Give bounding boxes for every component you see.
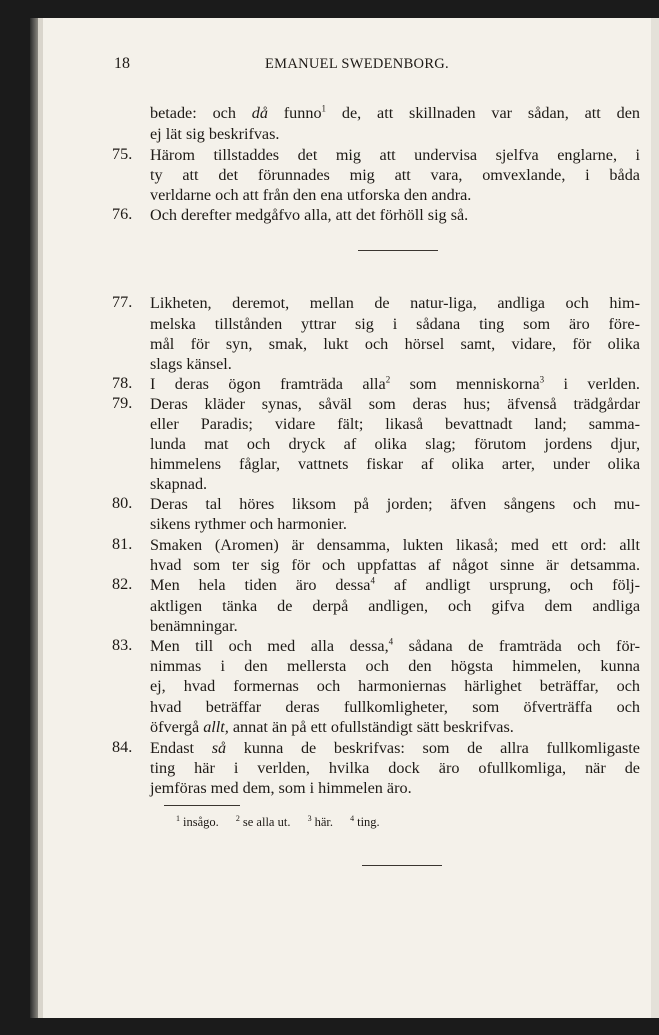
text-line: Deras tal höres liksom på jorden; äfven sångens och mu- [150, 495, 640, 513]
footnote-divider [164, 805, 240, 806]
text-line: Endast så kunna de beskrifvas: som de allra fullkomligaste [150, 739, 640, 757]
paragraph-number: 82. [112, 575, 133, 593]
text-line: ej lät sig beskrifvas. [150, 125, 280, 143]
text-line: Deras kläder synas, såväl som deras hus; äfvenså trädgårdar [150, 395, 640, 413]
footnotes [176, 815, 394, 830]
paragraph-number: 76. [112, 205, 133, 223]
text-line: Men till och med alla dessa,$^4$ sådana de framträda och för- [150, 636, 640, 655]
text-line: slags känsel. [150, 355, 232, 373]
text-line: hvad beträffar deras fullkomligheter, som öfverträffa och [150, 698, 640, 716]
running-title: EMANUEL SWEDENBORG. [265, 56, 449, 72]
text-line: skapnad. [150, 475, 208, 493]
text-line: Likheten, deremot, mellan de natur-liga, andliga och him- [150, 294, 640, 312]
footnote: $^2$ se alla ut. [235, 813, 291, 829]
text-line: benämningar. [150, 617, 238, 635]
text-line: sikens rythmer och harmonier. [150, 515, 347, 533]
footnote: $^4$ ting. [350, 813, 380, 829]
book-gutter [30, 18, 38, 1018]
text-line: Men hela tiden äro dessa$^4$ af andligt ursprung, och följ- [150, 575, 640, 594]
text-line: ting här i verlden, hvilka dock äro ofullkomliga, när de [150, 759, 640, 777]
text-line: eller Paradis; vidare fält; likaså bevattnadt land; samma- [150, 415, 640, 433]
text-line: himmelens fåglar, vattnets fiskar af olika arter, under olika [150, 455, 640, 473]
text-line: aktligen tänka de derpå andligen, och gifva dem andliga [150, 597, 640, 615]
text-line: ej, hvad formernas och harmoniernas härlighet beträffar, och [150, 677, 640, 695]
paragraph-number: 84. [112, 738, 133, 756]
page-edge [651, 18, 659, 1018]
text-line: nimmas i den mellersta och den högsta himmelen, kunna [150, 657, 640, 675]
text-line: ty att det förunnades mig att vara, omvexlande, i båda [150, 166, 640, 184]
text-line: öfvergå allt, annat än på ett ofullständigt sätt beskrifvas. [150, 718, 514, 736]
text-line: jemföras med dem, som i himmelen äro. [150, 779, 412, 797]
section-divider [358, 250, 438, 251]
text-line: melska tillstånden yttrar sig i sådana ting som äro före- [150, 315, 640, 333]
text-line: hvad som ter sig för och uppfattas af något sinne är detsamma. [150, 556, 640, 574]
paragraph-number: 75. [112, 145, 133, 163]
paragraph-number: 80. [112, 494, 133, 512]
footnote: $^1$ insågo. [176, 813, 219, 829]
page-number: 18 [114, 55, 130, 72]
end-divider [362, 865, 442, 866]
paragraph-number: 79. [112, 394, 133, 412]
text-line: mål för syn, smak, lukt och hörsel samt, vidare, för olika [150, 335, 640, 353]
footnote: $^3$ här. [307, 813, 333, 829]
text-line: betade: och då funno$^1$ de, att skillnaden var sådan, att den [150, 103, 640, 122]
text-line: Smaken (Aromen) är densamma, lukten likaså; med ett ord: allt [150, 536, 640, 554]
paragraph-number: 78. [112, 374, 133, 392]
text-line: Och derefter medgåfvo alla, att det förhöll sig så. [150, 206, 469, 224]
text-line: verldarne och att från den ena utforska den andra. [150, 186, 472, 204]
text-line: Härom tillstaddes det mig att undervisa sjelfva englarne, i [150, 146, 640, 164]
paragraph-number: 77. [112, 293, 133, 311]
text-line: lunda mat och dryck af olika slag; förutom jordens djur, [150, 435, 640, 453]
page-header [0, 55, 659, 75]
text-line: I deras ögon framträda alla$^2$ som menniskorna$^3$ i verlden. [150, 374, 640, 393]
paragraph-number: 81. [112, 535, 133, 553]
paragraph-number: 83. [112, 636, 133, 654]
